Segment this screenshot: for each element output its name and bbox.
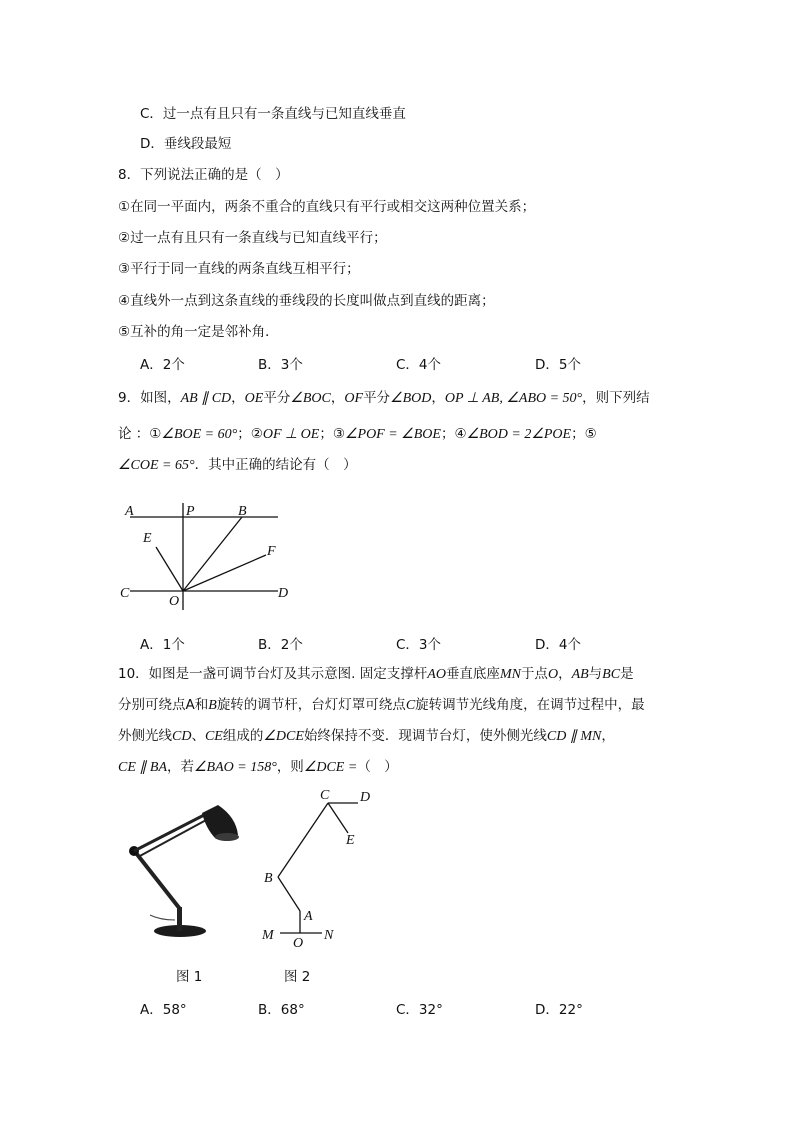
q10-text: ，则 — [276, 759, 304, 775]
q8-statement-4: ④直线外一点到这条直线的垂线段的长度叫做点到直线的距离； — [118, 293, 495, 309]
q8-option-d: D．5个 — [535, 357, 581, 373]
q10-option-b: B．68° — [258, 1002, 305, 1018]
q10-math: BC — [602, 667, 621, 682]
q10-text: 组成的 — [222, 728, 264, 744]
q9-math: OF ⊥ OE — [262, 427, 320, 442]
q10-text: ， — [558, 666, 572, 682]
q10-text: 分别可绕点A和 — [118, 697, 209, 713]
q9-math: ∠BOE = 60° — [161, 427, 238, 442]
figure-2-caption: 图 2 — [284, 969, 311, 985]
q10-stem-line-1 — [118, 664, 634, 685]
q10-text: 外侧光线 — [118, 728, 172, 744]
q7-option-c: C．过一点有且只有一条直线与已知直线垂直 — [140, 106, 406, 122]
q9-math: OP ⊥ AB, ∠ABO = 50° — [444, 391, 583, 406]
q10-text: 是 — [620, 666, 634, 682]
label-n: N — [324, 928, 334, 943]
q9-math: ∠BOD — [390, 391, 432, 406]
label-d: D — [278, 586, 289, 601]
lamp-pole — [177, 907, 182, 931]
label-p: P — [186, 504, 195, 519]
q10-math: MN — [499, 667, 521, 682]
q10-text: （ ） — [357, 759, 398, 775]
q9-text: ；③ — [319, 426, 345, 442]
q10-math: C — [405, 698, 416, 713]
q9-text: 9．如图， — [118, 390, 181, 406]
q9-text: ．其中正确的结论有（ ） — [194, 457, 357, 473]
label-m: M — [262, 928, 274, 943]
q9-text: ， — [330, 390, 345, 406]
q9-text: 平分 — [363, 390, 391, 406]
q9-option-a: A．1个 — [140, 637, 185, 653]
q8-option-a: A．2个 — [140, 357, 185, 373]
q10-text: 始终保持不变．现调节台灯，使外侧光线 — [303, 728, 547, 744]
q10-math: AB — [571, 667, 589, 682]
q9-math: ∠BOD = 2∠POE — [466, 427, 572, 442]
q10-math: ∠DCE = — [303, 760, 358, 775]
q9-math: OF — [344, 391, 364, 406]
q8-option-b: B．3个 — [258, 357, 303, 373]
q10-option-a: A．58° — [140, 1002, 187, 1018]
q10-text: ，若 — [167, 759, 194, 775]
q8-option-c: C．4个 — [396, 357, 442, 373]
label-o: O — [293, 936, 304, 951]
label-e: E — [346, 833, 355, 848]
q9-text: ， — [231, 390, 245, 406]
q9-text: 平分 — [263, 390, 291, 406]
ray-ce — [328, 803, 348, 833]
q10-math: CE — [204, 729, 223, 744]
q10-option-d: D．22° — [535, 1002, 583, 1018]
q10-text: 垂直底座 — [445, 666, 500, 682]
label-c: C — [120, 586, 130, 601]
figure-1-caption: 图 1 — [176, 969, 203, 985]
ray-oe — [156, 547, 183, 591]
q9-text: ；④ — [440, 426, 467, 442]
lamp-upper-arm-rod — [138, 819, 208, 857]
q8-statement-5: ⑤互补的角一定是邻补角． — [118, 324, 279, 340]
q10-math: O — [547, 667, 559, 682]
label-b: B — [238, 504, 247, 519]
q10-option-c: C．32° — [396, 1002, 443, 1018]
q9-stem-line-2 — [118, 424, 597, 445]
q9-option-b: B．2个 — [258, 637, 303, 653]
lamp-shade-rim — [215, 833, 239, 841]
q10-text: 旋转的调节杆，台灯灯罩可绕点 — [216, 697, 406, 713]
q10-math: CD — [172, 729, 192, 744]
label-b: B — [264, 871, 273, 886]
q10-math: CD ∥ MN — [546, 729, 602, 744]
label-f: F — [267, 544, 276, 559]
q9-text: 论 ：① — [118, 426, 162, 442]
q10-schematic-figure — [250, 785, 380, 955]
q8-statement-1: ①在同一平面内，两条不重合的直线只有平行或相交这两种位置关系； — [118, 199, 536, 215]
q10-text: ， — [601, 728, 615, 744]
q9-math: AB ∥ CD — [180, 391, 232, 406]
q7-option-d: D．垂线段最短 — [140, 136, 232, 152]
q8-statement-2: ②过一点有且只有一条直线与已知直线平行； — [118, 230, 387, 246]
q9-text: ，则下列结 — [582, 390, 650, 406]
q10-math: ∠BAO = 158° — [194, 760, 277, 775]
q10-text: 与 — [588, 666, 603, 682]
ray-ob — [183, 517, 242, 591]
q10-math: ∠DCE — [263, 729, 304, 744]
desk-lamp-photo — [120, 795, 250, 945]
q10-stem-line-3 — [118, 726, 615, 747]
q10-text: 于点 — [520, 666, 548, 682]
q9-text: ；② — [237, 426, 263, 442]
q10-math: AO — [427, 667, 446, 682]
q10-stem-line-2 — [118, 695, 645, 716]
label-e: E — [143, 531, 152, 546]
q10-math: CE ∥ BA — [118, 760, 167, 775]
lamp-cable — [150, 915, 175, 920]
q9-math: ∠POF = ∠BOE — [344, 427, 441, 442]
q10-text: 10．如图是一盏可调节台灯及其示意图. 固定支撑杆 — [118, 666, 428, 682]
q9-math: ∠COE = 65° — [118, 458, 195, 473]
q10-stem-line-4 — [118, 757, 398, 778]
q9-math: ∠BOC — [290, 391, 331, 406]
q9-math: OE — [244, 391, 264, 406]
label-d: D — [360, 790, 371, 805]
label-c: C — [320, 788, 330, 803]
label-o: O — [169, 594, 180, 609]
q9-figure — [110, 495, 300, 615]
q9-option-c: C．3个 — [396, 637, 442, 653]
q8-statement-3: ③平行于同一直线的两条直线互相平行； — [118, 261, 360, 277]
q9-text: ， — [431, 390, 445, 406]
q9-text: ；⑤ — [571, 426, 597, 442]
q9-stem-line-3 — [118, 455, 357, 476]
q10-text: 、 — [191, 728, 205, 744]
label-a: A — [304, 909, 313, 924]
segment-ab — [278, 877, 300, 911]
q9-stem-line-1 — [118, 388, 650, 409]
lamp-upper-arm — [134, 813, 208, 851]
q10-math: B — [208, 698, 217, 713]
q8-stem: 8．下列说法正确的是（ ） — [118, 167, 289, 183]
segment-bc — [278, 803, 328, 877]
q9-option-d: D．4个 — [535, 637, 581, 653]
lamp-lower-arm-rod — [140, 857, 176, 905]
label-a: A — [125, 504, 134, 519]
ray-of — [183, 555, 266, 591]
q10-text: 旋转调节光线角度，在调节过程中，最 — [415, 697, 645, 713]
